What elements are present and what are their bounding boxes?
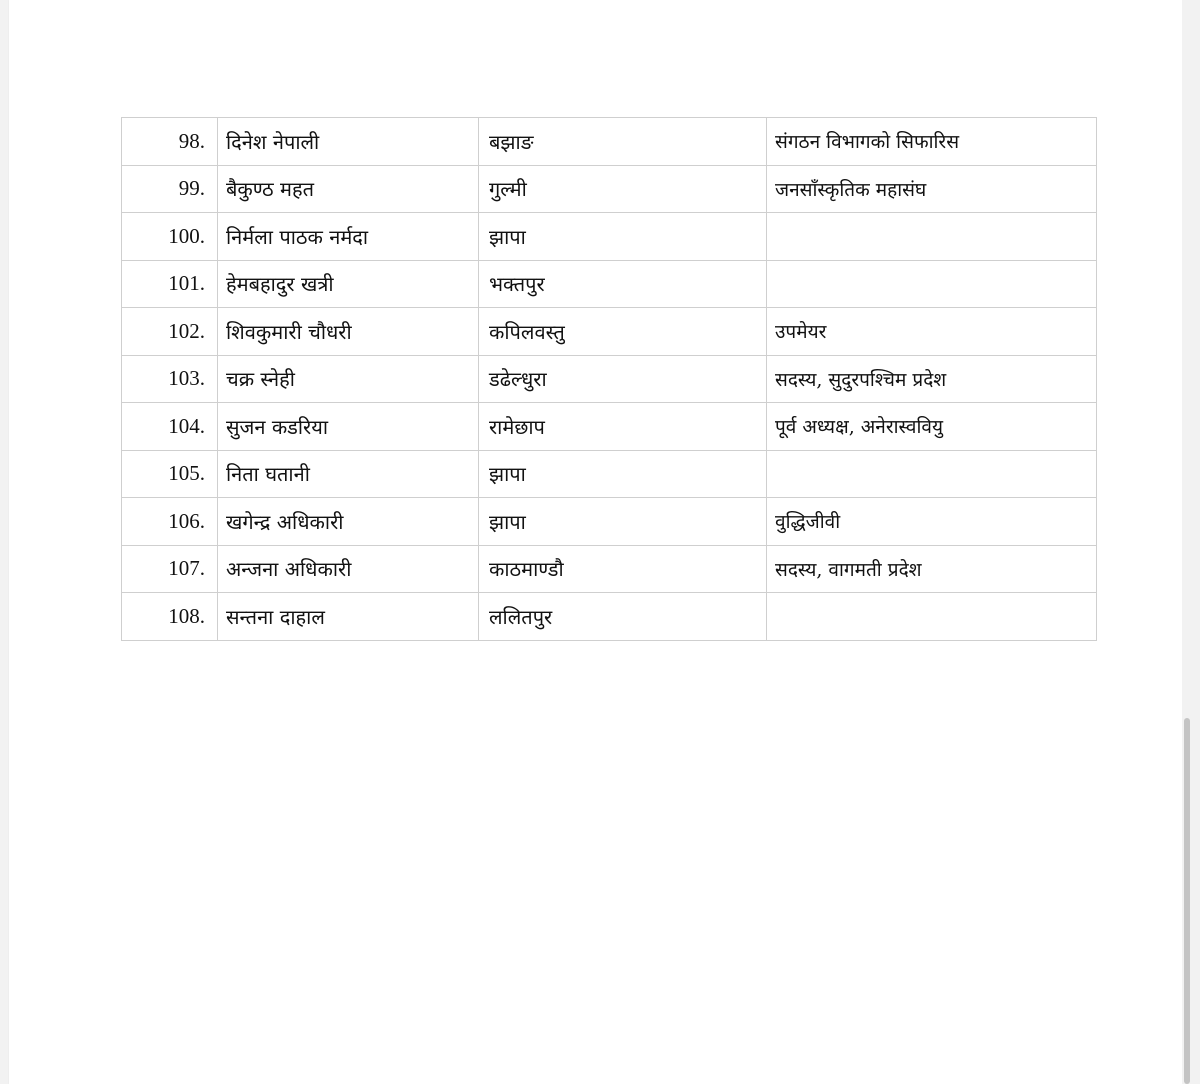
row-number: 104. (122, 403, 218, 451)
member-name: अन्जना अधिकारी (218, 545, 479, 593)
document-page (9, 0, 1182, 1084)
table-body (122, 118, 1097, 641)
district-name: ललितपुर (479, 593, 767, 641)
district-name: झापा (479, 213, 767, 261)
member-list-table (121, 117, 1097, 641)
remark: सदस्य, वागमती प्रदेश (767, 545, 1097, 593)
member-name: बैकुण्ठ महत (218, 165, 479, 213)
table-row (122, 403, 1097, 451)
row-number: 99. (122, 165, 218, 213)
member-name: दिनेश नेपाली (218, 118, 479, 166)
scrollbar-thumb[interactable] (1184, 718, 1190, 1084)
district-name: भक्तपुर (479, 260, 767, 308)
row-number: 102. (122, 308, 218, 356)
member-name: चक्र स्नेही (218, 355, 479, 403)
row-number: 98. (122, 118, 218, 166)
member-name: सन्तना दाहाल (218, 593, 479, 641)
district-name: रामेछाप (479, 403, 767, 451)
table-row (122, 593, 1097, 641)
remark: संगठन विभागको सिफारिस (767, 118, 1097, 166)
table-row (122, 165, 1097, 213)
remark: वुद्धिजीवी (767, 498, 1097, 546)
table-row (122, 260, 1097, 308)
row-number: 107. (122, 545, 218, 593)
remark: जनसाँस्कृतिक महासंघ (767, 165, 1097, 213)
district-name: गुल्मी (479, 165, 767, 213)
district-name: झापा (479, 450, 767, 498)
district-name: काठमाण्डौ (479, 545, 767, 593)
remark (767, 260, 1097, 308)
table-row (122, 498, 1097, 546)
remark: पूर्व अध्यक्ष, अनेरास्ववियु (767, 403, 1097, 451)
table-row (122, 450, 1097, 498)
row-number: 106. (122, 498, 218, 546)
remark: सदस्य, सुदुरपश्चिम प्रदेश (767, 355, 1097, 403)
row-number: 105. (122, 450, 218, 498)
row-number: 103. (122, 355, 218, 403)
district-name: झापा (479, 498, 767, 546)
table-row (122, 213, 1097, 261)
row-number: 101. (122, 260, 218, 308)
remark (767, 213, 1097, 261)
member-name: सुजन कडरिया (218, 403, 479, 451)
table-row (122, 118, 1097, 166)
member-name: शिवकुमारी चौधरी (218, 308, 479, 356)
remark: उपमेयर (767, 308, 1097, 356)
member-name: निर्मला पाठक नर्मदा (218, 213, 479, 261)
remark (767, 450, 1097, 498)
district-name: बझाङ (479, 118, 767, 166)
table-row (122, 308, 1097, 356)
district-name: डढेल्धुरा (479, 355, 767, 403)
district-name: कपिलवस्तु (479, 308, 767, 356)
member-name: निता घतानी (218, 450, 479, 498)
table-row (122, 545, 1097, 593)
table-row (122, 355, 1097, 403)
remark (767, 593, 1097, 641)
row-number: 108. (122, 593, 218, 641)
row-number: 100. (122, 213, 218, 261)
member-name: खगेन्द्र अधिकारी (218, 498, 479, 546)
member-name: हेमबहादुर खत्री (218, 260, 479, 308)
